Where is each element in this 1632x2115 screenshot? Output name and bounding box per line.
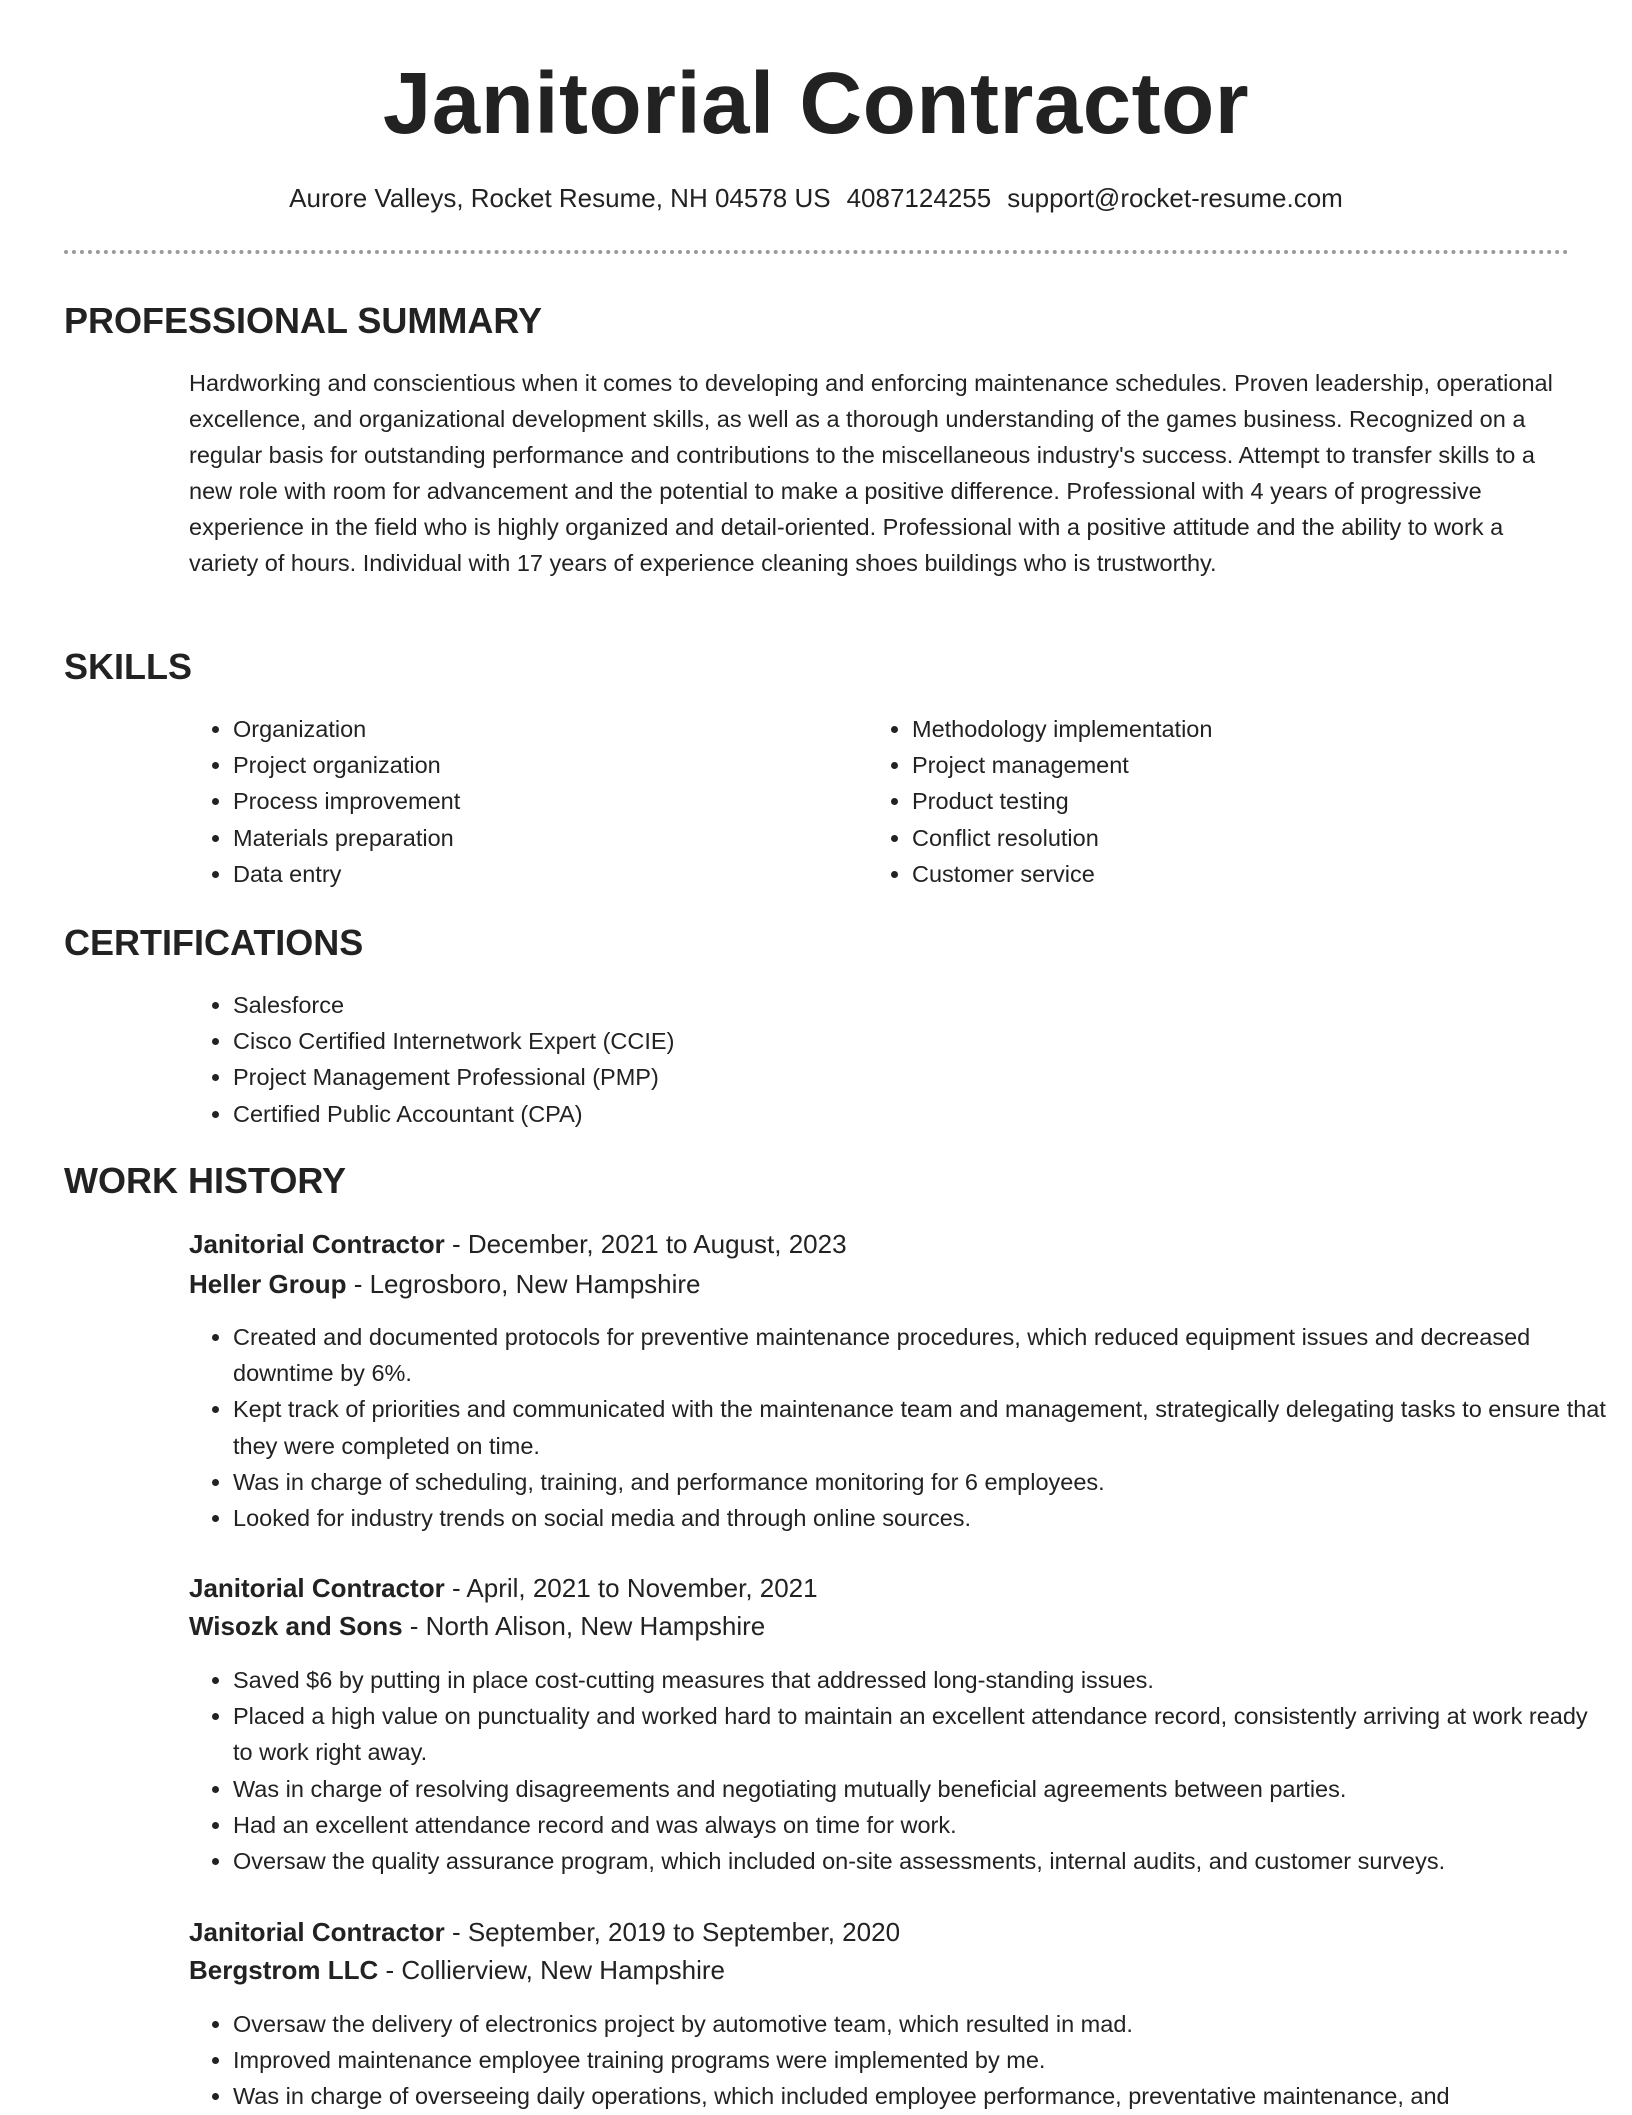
job-dates: - September, 2019 to September, 2020	[444, 1917, 901, 1947]
job-bullet: • Oversaw the delivery of electronics project by automotive team, which resulted in mad.	[233, 2006, 1613, 2042]
section-title-work-history: WORK HISTORY	[64, 1160, 347, 1201]
job-title-line	[189, 1570, 818, 1606]
job-dates: - April, 2021 to November, 2021	[444, 1573, 818, 1603]
job-company-line	[189, 1608, 765, 1644]
resume-name: Janitorial Contractor	[382, 55, 1250, 152]
header-divider	[64, 250, 1569, 254]
job-bullet: • Looked for industry trends on social media and through online sources.	[233, 1500, 1613, 1536]
job-title-line	[189, 1914, 900, 1950]
job-bullet: • Placed a high value on punctuality and worked hard to maintain an excellent attendance record, consistently arriving at work ready to work right away.	[233, 1698, 1613, 1770]
job-location: - North Alison, New Hampshire	[402, 1611, 766, 1641]
skill-item: • Data entry	[233, 856, 853, 892]
job-company: Wisozk and Sons	[189, 1611, 403, 1641]
job-title-line	[189, 1226, 847, 1262]
skills-list-right	[868, 711, 1592, 892]
skill-item: • Methodology implementation	[912, 711, 1592, 747]
job-bullet: • Oversaw the quality assurance program, which included on-site assessments, internal audits, and customer surveys.	[233, 1843, 1613, 1879]
certification-item: • Cisco Certified Internetwork Expert (CCIE)	[233, 1023, 1593, 1059]
job-title: Janitorial Contractor	[189, 1229, 445, 1259]
section-title-summary: PROFESSIONAL SUMMARY	[64, 300, 543, 341]
skill-item: • Customer service	[912, 856, 1592, 892]
contact-address: Aurore Valleys, Rocket Resume, NH 04578 US	[289, 183, 831, 213]
job-bullet: • Created and documented protocols for preventive maintenance procedures, which reduced equipment issues and decreased downtime by 6%.	[233, 1319, 1613, 1391]
contact-line	[0, 180, 1632, 216]
certification-item: • Project Management Professional (PMP)	[233, 1059, 1593, 1095]
job-location: - Collierview, New Hampshire	[378, 1955, 726, 1985]
skill-item: • Materials preparation	[233, 820, 853, 856]
skill-item: • Project management	[912, 747, 1592, 783]
skills-list-left	[189, 711, 853, 892]
section-title-skills: SKILLS	[64, 646, 193, 687]
skill-item: • Project organization	[233, 747, 853, 783]
contact-phone: 4087124255	[846, 183, 992, 213]
job-bullet: • Improved maintenance employee training programs were implemented by me.	[233, 2042, 1613, 2078]
job-bullet: • Was in charge of scheduling, training, and performance monitoring for 6 employees.	[233, 1464, 1613, 1500]
section-title-certifications: CERTIFICATIONS	[64, 922, 364, 963]
skill-item: • Product testing	[912, 783, 1592, 819]
job-company-line	[189, 1266, 701, 1302]
job-title: Janitorial Contractor	[189, 1917, 445, 1947]
certifications-list	[189, 987, 1593, 1132]
skill-item: • Conflict resolution	[912, 820, 1592, 856]
skill-item: • Organization	[233, 711, 853, 747]
job-bullets	[189, 2006, 1613, 2115]
job-bullet: • Kept track of priorities and communicated with the maintenance team and management, strategically delegating tasks to ensure that they were completed on time.	[233, 1391, 1613, 1463]
job-bullet: • Was in charge of overseeing daily operations, which included employee performance, preventative maintenance, and	[233, 2078, 1613, 2114]
contact-email: support@rocket-resume.com	[1007, 183, 1343, 213]
job-company: Bergstrom LLC	[189, 1955, 379, 1985]
certification-item: • Salesforce	[233, 987, 1593, 1023]
job-company: Heller Group	[189, 1269, 347, 1299]
job-dates: - December, 2021 to August, 2023	[444, 1229, 847, 1259]
job-bullets	[189, 1319, 1613, 1536]
certification-item: • Certified Public Accountant (CPA)	[233, 1096, 1593, 1132]
job-company-line	[189, 1952, 725, 1988]
job-location: - Legrosboro, New Hampshire	[346, 1269, 701, 1299]
job-bullet: • Was in charge of resolving disagreements and negotiating mutually beneficial agreements between parties.	[233, 1771, 1613, 1807]
skill-item: • Process improvement	[233, 783, 853, 819]
summary-text: Hardworking and conscientious when it comes to developing and enforcing maintenance schedules. Proven leadership, operational excellence, and organizational development skills, as well as a thorough understanding of the games business. Recognized on a regular basis for outstanding performance and contributions to the miscellaneous industry's success. Attempt to transfer skills to a new role with room for advancement and the potential to make a positive difference. Professional with 4 years of progressive experience in the field who is highly organized and detail-oriented. Professional with a positive attitude and the ability to work a variety of hours. Individual with 17 years of experience cleaning shoes buildings who is trustworthy.	[189, 370, 1553, 576]
job-bullet: • Had an excellent attendance record and was always on time for work.	[233, 1807, 1613, 1843]
job-bullet: • Saved $6 by putting in place cost-cutting measures that addressed long-standing issues.	[233, 1662, 1613, 1698]
job-title: Janitorial Contractor	[189, 1573, 445, 1603]
job-bullets	[189, 1662, 1613, 1879]
